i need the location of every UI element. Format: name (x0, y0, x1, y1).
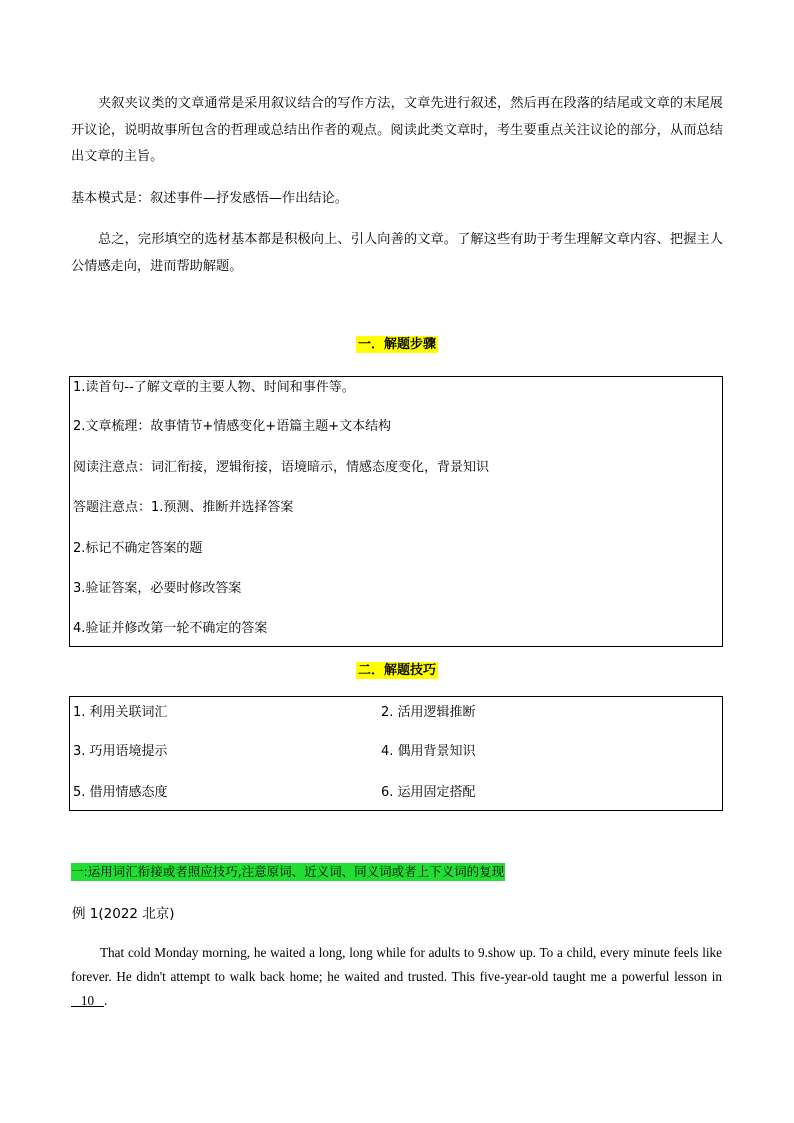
example-1-passage (71, 941, 722, 1013)
example-1-text: That cold Monday morning, he waited a long, long while for adults to 9.show up. To a child, every minute feels like forever. He didn't attempt to walk back home; he waited and trusted. This five-year-old taught me a powerful lesson in (71, 945, 722, 984)
steps-item: 2.文章梳理：故事情节+情感变化+语篇主题+文本结构 (73, 419, 392, 434)
section-2-title (0, 662, 794, 680)
example-1-blank: 10 (71, 993, 104, 1008)
intro-paragraph-3: 总之，完形填空的选材基本都是积极向上、引人向善的文章。了解这些有助于考生理解文章内容、把握主人公情感走向，进而帮助解题。 (71, 232, 723, 274)
technique-item: 1. 利用关联词汇 (73, 705, 168, 720)
steps-item: 4.验证并修改第一轮不确定的答案 (73, 621, 268, 636)
section-2-title-text: 二．解题技巧 (357, 663, 436, 678)
example-1-label: 例 1(2022 北京) (72, 906, 175, 922)
steps-item: 3.验证答案，必要时修改答案 (73, 581, 242, 596)
steps-item: 2.标记不确定答案的题 (73, 541, 203, 556)
technique-item: 6. 运用固定搭配 (381, 785, 476, 800)
section-1-title-text: 一．解题步骤 (357, 337, 436, 352)
technique-item: 4. 偶用背景知识 (381, 744, 476, 759)
section-1-title (0, 336, 794, 354)
technique-item: 3. 巧用语境提示 (73, 744, 168, 759)
steps-item: 阅读注意点：词汇衔接，逻辑衔接，语境暗示，情感态度变化，背景知识 (73, 460, 490, 475)
techniques-box (69, 696, 723, 811)
technique-1-heading: 一:运用词汇衔接或者照应技巧,注意原词、近义词、同义词或者上下义词的复现 (71, 864, 505, 879)
steps-item: 1.读首句--了解文章的主要人物、时间和事件等。 (73, 380, 355, 395)
steps-item: 答题注意点：1.预测、推断并选择答案 (73, 500, 294, 515)
technique-item: 5. 借用情感态度 (73, 785, 168, 800)
steps-box (69, 376, 723, 647)
intro-paragraph-1: 夹叙夹议类的文章通常是采用叙议结合的写作方法，文章先进行叙述，然后再在段落的结尾或文章的末尾展开议论，说明故事所包含的哲理或总结出作者的观点。阅读此类文章时，考生要重点关注议论的部分，从而总结出文章的主旨。 (71, 96, 723, 164)
technique-item: 2. 活用逻辑推断 (381, 705, 476, 720)
intro-paragraph-2: 基本模式是：叙述事件—抒发感悟—作出结论。 (71, 191, 348, 206)
example-1-end: . (103, 993, 108, 1008)
